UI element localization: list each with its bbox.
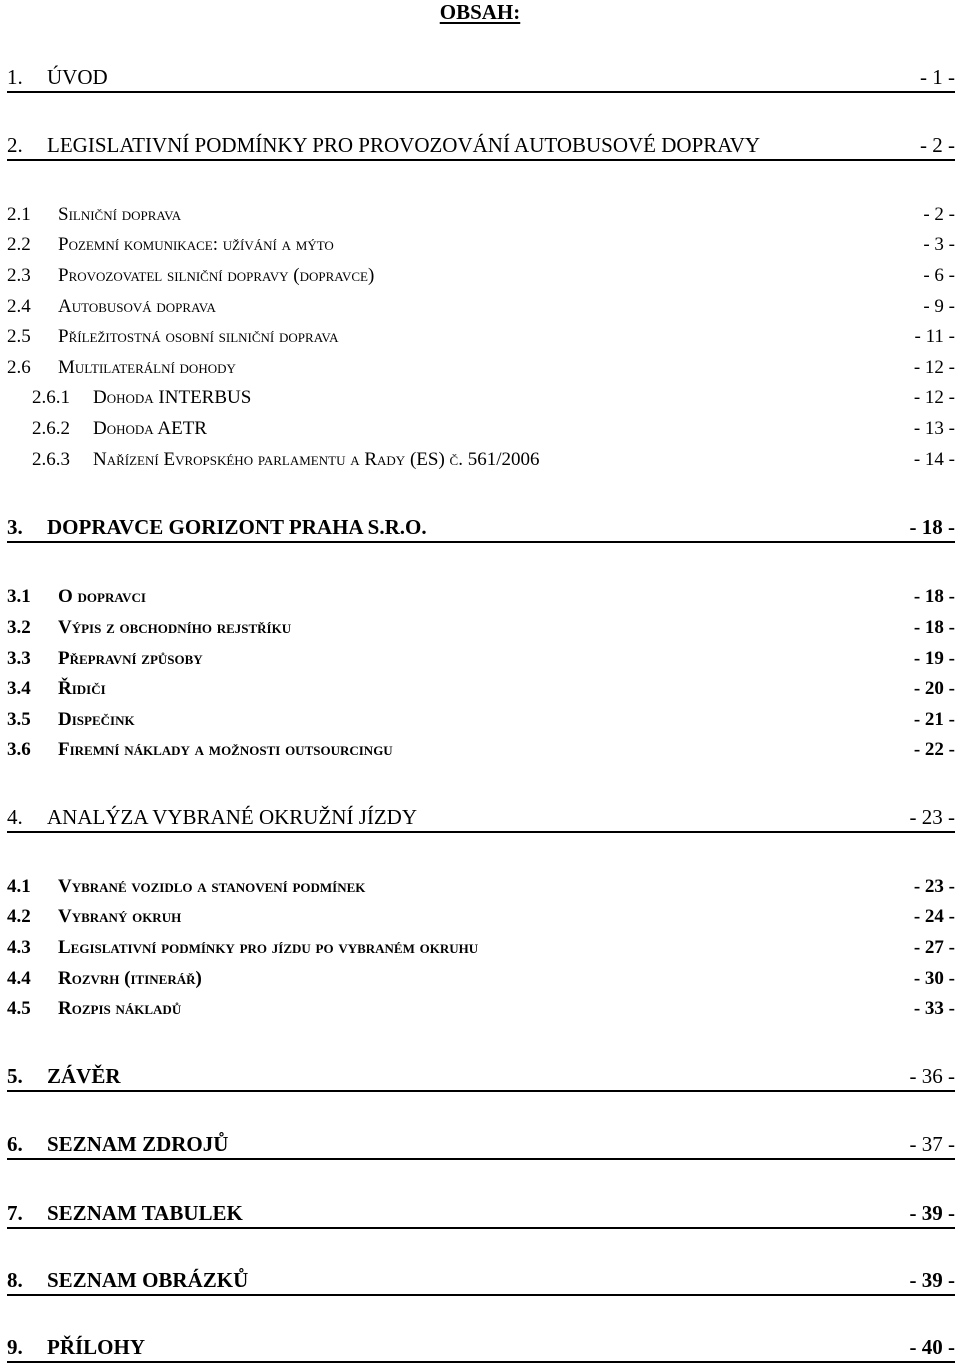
toc-label: ÚVOD bbox=[47, 65, 108, 89]
toc-number: 5. bbox=[7, 1064, 23, 1088]
toc-page: - 11 - bbox=[914, 326, 955, 347]
toc-label: SEZNAM TABULEK bbox=[47, 1201, 243, 1225]
toc-page: - 39 - bbox=[909, 1268, 955, 1292]
toc-page: - 14 - bbox=[913, 449, 955, 470]
toc-label: Multilaterální dohody bbox=[58, 357, 236, 378]
toc-page: - 3 - bbox=[923, 234, 955, 255]
toc-page: - 22 - bbox=[913, 739, 955, 760]
toc-section-2-3[interactable] bbox=[7, 262, 955, 290]
toc-title-text: OBSAH: bbox=[439, 0, 521, 24]
toc-label: Vybraný okruh bbox=[58, 906, 182, 927]
toc-number: 7. bbox=[7, 1201, 23, 1225]
toc-page: - 19 - bbox=[913, 648, 955, 669]
toc-label: Dohoda INTERBUS bbox=[93, 387, 252, 408]
toc-number: 2.3 bbox=[7, 265, 31, 286]
toc-label: Řidiči bbox=[58, 678, 106, 699]
toc-section-2-1[interactable] bbox=[7, 201, 955, 229]
toc-section-4-2[interactable] bbox=[7, 903, 955, 931]
toc-section-3-3[interactable] bbox=[7, 645, 955, 673]
toc-label: Přepravní způsoby bbox=[58, 648, 203, 669]
toc-page: - 20 - bbox=[913, 678, 955, 699]
toc-chapter-3[interactable] bbox=[7, 514, 955, 543]
toc-number: 2.1 bbox=[7, 204, 31, 225]
toc-label: O dopravci bbox=[58, 586, 146, 607]
toc-number: 4.4 bbox=[7, 968, 31, 989]
toc-number: 1. bbox=[7, 65, 23, 89]
toc-number: 2. bbox=[7, 133, 23, 157]
toc-section-2-2[interactable] bbox=[7, 231, 955, 259]
toc-label: Rozpis nákladů bbox=[58, 998, 182, 1019]
toc-label: DOPRAVCE GORIZONT PRAHA S.R.O. bbox=[47, 515, 427, 539]
toc-section-3-5[interactable] bbox=[7, 706, 955, 734]
toc-number: 2.6.2 bbox=[32, 418, 70, 439]
toc-chapter-8[interactable] bbox=[7, 1267, 955, 1296]
toc-chapter-9[interactable] bbox=[7, 1334, 955, 1363]
toc-number: 3.6 bbox=[7, 739, 31, 760]
toc-subsection-2-6-1[interactable] bbox=[32, 384, 955, 412]
toc-label: Firemní náklady a možnosti outsourcingu bbox=[58, 739, 393, 760]
toc-label: Nařízení Evropského parlamentu a Rady (ES) č. 561/2006 bbox=[93, 449, 540, 470]
toc-number: 9. bbox=[7, 1335, 23, 1359]
toc-page: - 24 - bbox=[913, 906, 955, 927]
toc-number: 2.5 bbox=[7, 326, 31, 347]
toc-section-2-5[interactable] bbox=[7, 323, 955, 351]
toc-section-2-4[interactable] bbox=[7, 293, 955, 321]
toc-label: Autobusová doprava bbox=[58, 296, 216, 317]
toc-label: SEZNAM ZDROJŮ bbox=[47, 1132, 229, 1156]
toc-number: 3.1 bbox=[7, 586, 31, 607]
toc-page: - 23 - bbox=[913, 876, 955, 897]
toc-number: 4.3 bbox=[7, 937, 31, 958]
toc-label: Silniční doprava bbox=[58, 204, 182, 225]
toc-page: - 12 - bbox=[913, 387, 955, 408]
toc-section-3-2[interactable] bbox=[7, 614, 955, 642]
toc-subsection-2-6-3[interactable] bbox=[32, 446, 955, 474]
toc-section-4-1[interactable] bbox=[7, 873, 955, 901]
toc-page: - 18 - bbox=[913, 617, 955, 638]
toc-page: - 13 - bbox=[913, 418, 955, 439]
toc-label: Provozovatel silniční dopravy (dopravce) bbox=[58, 265, 375, 286]
toc-page: - 9 - bbox=[923, 296, 955, 317]
toc-page: - 37 - bbox=[909, 1132, 955, 1156]
toc-section-4-4[interactable] bbox=[7, 965, 955, 993]
toc-page: - 2 - bbox=[923, 204, 955, 225]
toc-page: - 23 - bbox=[909, 805, 955, 829]
toc-page: - 27 - bbox=[913, 937, 955, 958]
toc-page: - 12 - bbox=[913, 357, 955, 378]
toc-page: - 30 - bbox=[913, 968, 955, 989]
toc-number: 3.3 bbox=[7, 648, 31, 669]
toc-number: 6. bbox=[7, 1132, 23, 1156]
toc-label: LEGISLATIVNÍ PODMÍNKY PRO PROVOZOVÁNÍ AUTOBUSOVÉ DOPRAVY bbox=[47, 133, 761, 157]
toc-number: 3.5 bbox=[7, 709, 31, 730]
toc-label: ZÁVĚR bbox=[47, 1064, 121, 1088]
toc-page: - 1 - bbox=[920, 65, 955, 89]
toc-page: - 18 - bbox=[909, 515, 955, 539]
toc-number: 2.2 bbox=[7, 234, 31, 255]
toc-chapter-1[interactable] bbox=[7, 64, 955, 93]
toc-label: Rozvrh (itinerář) bbox=[58, 968, 202, 989]
toc-page: - 21 - bbox=[913, 709, 955, 730]
toc-page: - 6 - bbox=[923, 265, 955, 286]
toc-chapter-7[interactable] bbox=[7, 1200, 955, 1229]
toc-page: - 18 - bbox=[913, 586, 955, 607]
toc-label: ANALÝZA VYBRANÉ OKRUŽNÍ JÍZDY bbox=[47, 805, 418, 829]
toc-section-2-6[interactable] bbox=[7, 354, 955, 382]
toc-number: 4.1 bbox=[7, 876, 31, 897]
toc-number: 4. bbox=[7, 805, 23, 829]
toc-number: 2.6.1 bbox=[32, 387, 70, 408]
toc-number: 2.6.3 bbox=[32, 449, 70, 470]
toc-label: Legislativní podmínky pro jízdu po vybraném okruhu bbox=[58, 937, 479, 958]
toc-number: 4.2 bbox=[7, 906, 31, 927]
toc-label: Dohoda AETR bbox=[93, 418, 207, 439]
toc-page: - 40 - bbox=[909, 1335, 955, 1359]
toc-label: Příležitostná osobní silniční doprava bbox=[58, 326, 339, 347]
toc-section-4-5[interactable] bbox=[7, 995, 955, 1023]
toc-section-3-6[interactable] bbox=[7, 736, 955, 764]
toc-number: 4.5 bbox=[7, 998, 31, 1019]
toc-section-3-1[interactable] bbox=[7, 583, 955, 611]
toc-title bbox=[0, 0, 960, 24]
toc-page: - 33 - bbox=[913, 998, 955, 1019]
toc-label: PŘÍLOHY bbox=[47, 1335, 146, 1359]
toc-chapter-5[interactable] bbox=[7, 1063, 955, 1092]
toc-label: Dispečink bbox=[58, 709, 135, 730]
toc-number: 2.4 bbox=[7, 296, 31, 317]
toc-page: - 2 - bbox=[920, 133, 955, 157]
toc-number: 3. bbox=[7, 515, 23, 539]
toc-chapter-6[interactable] bbox=[7, 1131, 955, 1160]
toc-chapter-2[interactable] bbox=[7, 132, 955, 161]
toc-label: Vybrané vozidlo a stanovení podmínek bbox=[58, 876, 366, 897]
toc-page: - 36 - bbox=[909, 1064, 955, 1088]
toc-label: SEZNAM OBRÁZKŮ bbox=[47, 1268, 249, 1292]
toc-section-3-4[interactable] bbox=[7, 675, 955, 703]
toc-number: 3.2 bbox=[7, 617, 31, 638]
toc-label: Výpis z obchodního rejstříku bbox=[58, 617, 292, 638]
toc-number: 8. bbox=[7, 1268, 23, 1292]
toc-chapter-4[interactable] bbox=[7, 804, 955, 833]
toc-number: 2.6 bbox=[7, 357, 31, 378]
toc-section-4-3[interactable] bbox=[7, 934, 955, 962]
toc-subsection-2-6-2[interactable] bbox=[32, 415, 955, 443]
toc-label: Pozemní komunikace: užívání a mýto bbox=[58, 234, 334, 255]
toc-number: 3.4 bbox=[7, 678, 31, 699]
toc-page: - 39 - bbox=[909, 1201, 955, 1225]
